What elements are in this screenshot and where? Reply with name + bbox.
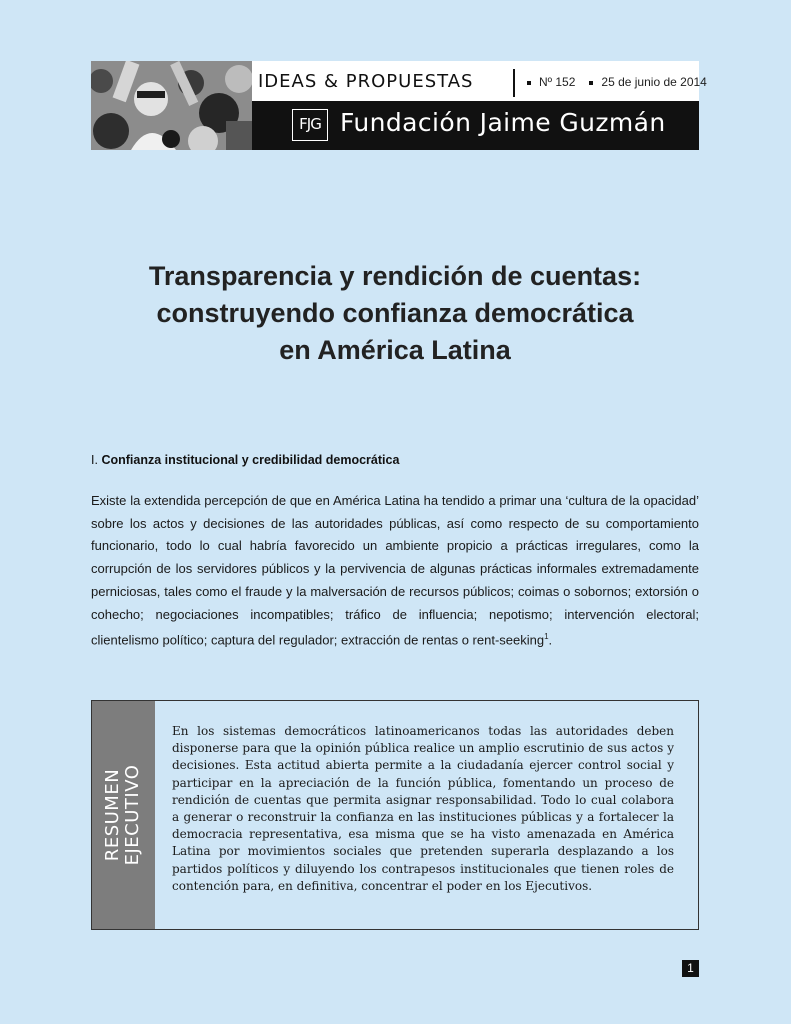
issue-number: Nº 152: [539, 75, 576, 89]
brand-row: [252, 101, 699, 150]
crowd-photo-image: [91, 61, 252, 150]
summary-label-line: EJECUTIVO: [122, 764, 143, 866]
summary-side-panel: [92, 701, 155, 929]
brand-name: Fundación Jaime Guzmán: [340, 108, 666, 137]
series-divider: [513, 69, 515, 97]
document-title: [91, 258, 699, 369]
header-photo: [91, 61, 252, 150]
bullet-icon: [527, 81, 531, 85]
page-number: 1: [682, 960, 699, 977]
series-row: [252, 61, 707, 101]
body-paragraph-end: .: [548, 632, 553, 648]
series-title: IDEAS & PROPUESTAS: [258, 71, 474, 92]
title-line: en América Latina: [279, 335, 511, 365]
fjg-logo: FJG: [292, 109, 328, 141]
summary-label: [103, 765, 143, 866]
issue-meta: [527, 75, 707, 89]
title-line: construyendo confianza democrática: [156, 298, 634, 328]
title-line: Transparencia y rendición de cuentas:: [148, 261, 642, 291]
issue-date: 25 de junio de 2014: [601, 75, 707, 89]
section-number: I.: [91, 453, 98, 467]
footnote-ref: 1: [544, 632, 549, 642]
summary-text: En los sistemas democráticos latinoamericanos todas las autoridades deben disponerse para que la opinión pública realice un amplio escrutinio de sus actos y decisiones. Esta actitud abierta permite a la ciudadanía ejercer control social y participar en la apreciación de la función pública, fomentando un proceso de rendición de cuentas que permita asignar responsabilidad. Todo lo cual colabora a generar o reconstruir la confianza en las instituciones públicas y a fortalecer la democracia representativa, esa misma que se ha visto amenazada en América Latina por movimientos sociales que pretenden superarla desplazando a los partidos políticos y diluyendo los contrapesos institucionales que tienen roles de contención para, en definitiva, concentrar el poder en los Ejecutivos.: [172, 724, 674, 893]
section-heading: [91, 453, 399, 467]
masthead: [91, 61, 707, 150]
executive-summary-box: [91, 700, 699, 930]
bullet-icon: [589, 81, 593, 85]
summary-label-line: RESUMEN: [102, 768, 123, 862]
section-body: [91, 490, 699, 652]
body-paragraph: Existe la extendida percepción de que en América Latina ha tendido a primar una ‘cultura de la opacidad’ sobre los actos y decisiones de las autoridades públicas, así como respecto de su comportamiento funcionario, todo lo cual habría favorecido un ambiente propicio a prácticas irregulares, como la corrupción de los servidores públicos y la pervivencia de algunas prácticas informales extremadamente perniciosas, tales como el fraude y la malversación de recursos públicos; coimas o sobornos; extorsión o cohecho; negociaciones incompatibles; tráfico de influencia; nepotismo; intervención electoral; clientelismo político; captura del regulador; extracción de rentas o rent-seeking: [91, 493, 699, 648]
section-heading-text: Confianza institucional y credibilidad democrática: [101, 453, 400, 467]
